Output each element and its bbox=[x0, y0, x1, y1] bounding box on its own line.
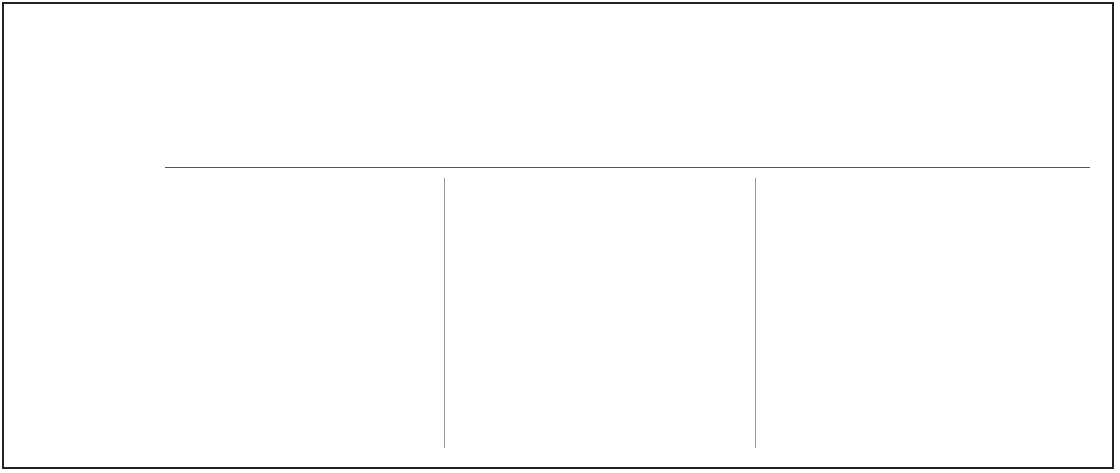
column-1 bbox=[167, 178, 439, 184]
clipping-frame bbox=[2, 2, 1114, 469]
column-divider bbox=[755, 178, 756, 448]
column-divider bbox=[444, 178, 445, 448]
header-rule bbox=[165, 167, 1090, 168]
